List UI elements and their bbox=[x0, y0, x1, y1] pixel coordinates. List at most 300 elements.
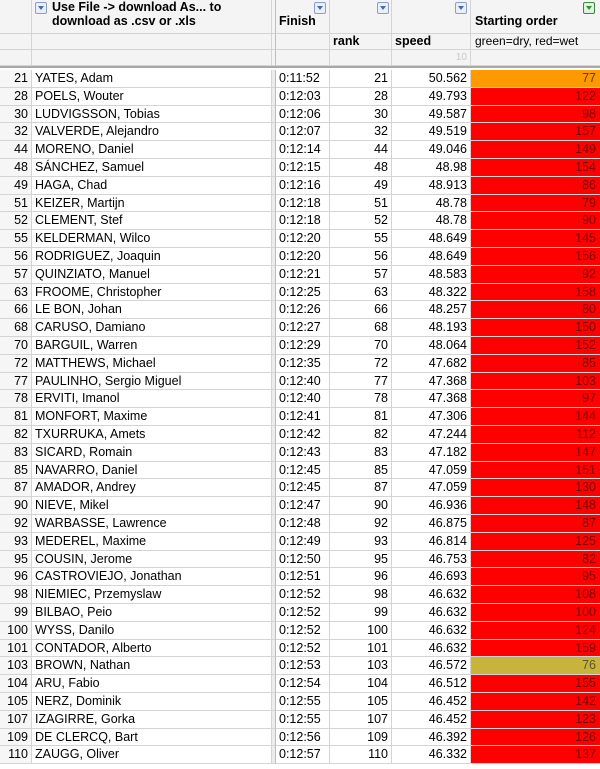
rider-name-cell[interactable] bbox=[32, 159, 272, 177]
row-number-cell[interactable] bbox=[0, 693, 32, 711]
starting-order-cell[interactable] bbox=[471, 568, 600, 586]
table-row[interactable] bbox=[0, 746, 600, 764]
speed-cell[interactable] bbox=[392, 746, 471, 764]
filter-dropdown-icon[interactable] bbox=[314, 2, 326, 14]
rank-column-header[interactable] bbox=[330, 0, 392, 34]
speed-cell[interactable] bbox=[392, 622, 471, 640]
speed-cell[interactable] bbox=[392, 355, 471, 373]
row-number-cell[interactable] bbox=[0, 533, 32, 551]
table-row[interactable] bbox=[0, 141, 600, 159]
speed-text: 46.875 bbox=[428, 516, 467, 530]
finish-time-cell[interactable] bbox=[276, 729, 330, 747]
speed-cell[interactable] bbox=[392, 568, 471, 586]
starting-order-cell[interactable] bbox=[471, 693, 600, 711]
finish-time-cell[interactable] bbox=[276, 390, 330, 408]
finish-time-cell[interactable] bbox=[276, 462, 330, 480]
header-cell[interactable] bbox=[32, 34, 272, 50]
rank-cell[interactable] bbox=[330, 444, 392, 462]
row-number-cell[interactable] bbox=[0, 462, 32, 480]
starting-order-cell[interactable] bbox=[471, 248, 600, 266]
starting-order-cell[interactable] bbox=[471, 159, 600, 177]
finish-time-cell[interactable] bbox=[276, 373, 330, 391]
rank-cell[interactable] bbox=[330, 551, 392, 569]
speed-cell[interactable] bbox=[392, 266, 471, 284]
speed-cell[interactable] bbox=[392, 729, 471, 747]
starting-order-cell[interactable] bbox=[471, 746, 600, 764]
starting-order-cell[interactable] bbox=[471, 123, 600, 141]
finish-time-cell[interactable] bbox=[276, 266, 330, 284]
rank-cell[interactable] bbox=[330, 212, 392, 230]
rank-cell[interactable] bbox=[330, 675, 392, 693]
finish-time-cell[interactable] bbox=[276, 408, 330, 426]
finish-time-cell[interactable] bbox=[276, 533, 330, 551]
speed-cell[interactable] bbox=[392, 444, 471, 462]
starting-order-cell[interactable] bbox=[471, 266, 600, 284]
row-number-cell[interactable] bbox=[0, 248, 32, 266]
speed-cell[interactable] bbox=[392, 640, 471, 658]
finish-time-cell[interactable] bbox=[276, 212, 330, 230]
row-number-cell[interactable] bbox=[0, 408, 32, 426]
speed-cell[interactable] bbox=[392, 301, 471, 319]
rider-name-cell[interactable] bbox=[32, 515, 272, 533]
filter-dropdown-icon[interactable] bbox=[377, 2, 389, 14]
finish-time-cell[interactable] bbox=[276, 70, 330, 88]
finish-time-cell[interactable] bbox=[276, 675, 330, 693]
table-row[interactable] bbox=[0, 373, 600, 391]
finish-time-cell[interactable] bbox=[276, 230, 330, 248]
rider-name-text: WARBASSE, Lawrence bbox=[35, 516, 167, 530]
rider-name-cell[interactable] bbox=[32, 746, 272, 764]
rider-name-cell[interactable] bbox=[32, 319, 272, 337]
finish-time-cell[interactable] bbox=[276, 693, 330, 711]
speed-cell[interactable] bbox=[392, 141, 471, 159]
starting-order-cell[interactable] bbox=[471, 70, 600, 88]
starting-order-cell[interactable] bbox=[471, 319, 600, 337]
starting-order-cell[interactable] bbox=[471, 426, 600, 444]
speed-cell[interactable] bbox=[392, 497, 471, 515]
speed-cell[interactable] bbox=[392, 462, 471, 480]
table-row[interactable] bbox=[0, 479, 600, 497]
rider-name-cell[interactable] bbox=[32, 657, 272, 675]
row-number-cell[interactable] bbox=[0, 640, 32, 658]
row-number-cell[interactable] bbox=[0, 301, 32, 319]
rank-cell[interactable] bbox=[330, 497, 392, 515]
rank-cell[interactable] bbox=[330, 70, 392, 88]
rider-name-cell[interactable] bbox=[32, 693, 272, 711]
rank-cell[interactable] bbox=[330, 248, 392, 266]
rank-cell[interactable] bbox=[330, 622, 392, 640]
rider-name-cell[interactable] bbox=[32, 551, 272, 569]
row-number-cell[interactable] bbox=[0, 515, 32, 533]
row-number-cell[interactable] bbox=[0, 284, 32, 302]
finish-time-cell[interactable] bbox=[276, 657, 330, 675]
rider-name-cell[interactable] bbox=[32, 141, 272, 159]
rider-name-cell[interactable] bbox=[32, 230, 272, 248]
finish-time-cell[interactable] bbox=[276, 319, 330, 337]
table-row[interactable] bbox=[0, 586, 600, 604]
table-row[interactable] bbox=[0, 657, 600, 675]
starting-order-cell[interactable] bbox=[471, 141, 600, 159]
speed-cell[interactable] bbox=[392, 426, 471, 444]
finish-time-cell[interactable] bbox=[276, 497, 330, 515]
rider-name-cell[interactable] bbox=[32, 106, 272, 124]
speed-cell[interactable] bbox=[392, 711, 471, 729]
row-number-cell[interactable] bbox=[0, 622, 32, 640]
speed-cell[interactable] bbox=[392, 123, 471, 141]
rank-cell[interactable] bbox=[330, 141, 392, 159]
rider-name-cell[interactable] bbox=[32, 70, 272, 88]
row-number-cell[interactable] bbox=[0, 319, 32, 337]
table-row[interactable] bbox=[0, 123, 600, 141]
row-number-cell[interactable] bbox=[0, 746, 32, 764]
table-row[interactable] bbox=[0, 604, 600, 622]
rider-name-cell[interactable] bbox=[32, 337, 272, 355]
rank-cell[interactable] bbox=[330, 337, 392, 355]
finish-time-cell[interactable] bbox=[276, 444, 330, 462]
row-number-cell[interactable] bbox=[0, 337, 32, 355]
finish-time-cell[interactable] bbox=[276, 284, 330, 302]
header-cell[interactable] bbox=[330, 50, 392, 66]
row-number-cell[interactable] bbox=[0, 123, 32, 141]
rider-name-cell[interactable] bbox=[32, 675, 272, 693]
speed-cell[interactable] bbox=[392, 693, 471, 711]
table-row[interactable] bbox=[0, 159, 600, 177]
speed-cell[interactable] bbox=[392, 212, 471, 230]
filter-active-icon[interactable] bbox=[583, 2, 595, 14]
rank-cell[interactable] bbox=[330, 515, 392, 533]
table-row[interactable] bbox=[0, 729, 600, 747]
table-row[interactable] bbox=[0, 70, 600, 88]
row-number-cell[interactable] bbox=[0, 479, 32, 497]
finish-time-cell[interactable] bbox=[276, 123, 330, 141]
table-row[interactable] bbox=[0, 266, 600, 284]
finish-column-header[interactable] bbox=[276, 0, 330, 34]
starting-order-cell[interactable] bbox=[471, 533, 600, 551]
frozen-rows-separator[interactable] bbox=[0, 66, 600, 68]
order-column-header[interactable] bbox=[471, 0, 600, 34]
rank-cell[interactable] bbox=[330, 301, 392, 319]
rider-name-cell[interactable] bbox=[32, 479, 272, 497]
row-number-cell[interactable] bbox=[0, 657, 32, 675]
rider-name-cell[interactable] bbox=[32, 533, 272, 551]
table-row[interactable] bbox=[0, 248, 600, 266]
rider-name-cell[interactable] bbox=[32, 248, 272, 266]
rider-name-text: LUDVIGSSON, Tobias bbox=[35, 106, 160, 121]
starting-order-cell[interactable] bbox=[471, 444, 600, 462]
starting-order-cell[interactable] bbox=[471, 479, 600, 497]
starting-order-cell[interactable] bbox=[471, 106, 600, 124]
starting-order-cell[interactable] bbox=[471, 657, 600, 675]
table-row[interactable] bbox=[0, 426, 600, 444]
rider-name-cell[interactable] bbox=[32, 444, 272, 462]
row-number-cell[interactable] bbox=[0, 141, 32, 159]
table-row[interactable] bbox=[0, 711, 600, 729]
rider-name-cell[interactable] bbox=[32, 195, 272, 213]
table-row[interactable] bbox=[0, 301, 600, 319]
rider-name-cell[interactable] bbox=[32, 88, 272, 106]
row-number-cell[interactable] bbox=[0, 568, 32, 586]
row-number-cell[interactable] bbox=[0, 177, 32, 195]
table-row[interactable] bbox=[0, 212, 600, 230]
finish-time-cell[interactable] bbox=[276, 604, 330, 622]
starting-order-cell[interactable] bbox=[471, 355, 600, 373]
rank-cell[interactable] bbox=[330, 640, 392, 658]
row-number-cell[interactable] bbox=[0, 711, 32, 729]
table-row[interactable] bbox=[0, 284, 600, 302]
starting-order-text: 100 bbox=[575, 605, 596, 619]
finish-time-cell[interactable] bbox=[276, 426, 330, 444]
table-row[interactable] bbox=[0, 408, 600, 426]
rider-name-cell[interactable] bbox=[32, 568, 272, 586]
table-row[interactable] bbox=[0, 515, 600, 533]
speed-cell[interactable] bbox=[392, 337, 471, 355]
starting-order-cell[interactable] bbox=[471, 195, 600, 213]
speed-cell[interactable] bbox=[392, 248, 471, 266]
speed-column-header[interactable] bbox=[392, 0, 471, 34]
rank-cell[interactable] bbox=[330, 88, 392, 106]
rider-name-cell[interactable] bbox=[32, 640, 272, 658]
speed-cell[interactable] bbox=[392, 515, 471, 533]
speed-label-cell[interactable] bbox=[392, 34, 471, 50]
rank-cell[interactable] bbox=[330, 195, 392, 213]
rank-cell[interactable] bbox=[330, 479, 392, 497]
name-column-header[interactable] bbox=[32, 0, 272, 34]
finish-time-cell[interactable] bbox=[276, 568, 330, 586]
finish-time-cell[interactable] bbox=[276, 586, 330, 604]
rank-cell[interactable] bbox=[330, 266, 392, 284]
rider-name-cell[interactable] bbox=[32, 462, 272, 480]
rider-name-cell[interactable] bbox=[32, 212, 272, 230]
finish-time-cell[interactable] bbox=[276, 640, 330, 658]
table-row[interactable] bbox=[0, 106, 600, 124]
starting-order-cell[interactable] bbox=[471, 373, 600, 391]
row-number-cell[interactable] bbox=[0, 390, 32, 408]
rank-cell[interactable] bbox=[330, 711, 392, 729]
starting-order-cell[interactable] bbox=[471, 729, 600, 747]
rider-name-cell[interactable] bbox=[32, 497, 272, 515]
starting-order-cell[interactable] bbox=[471, 88, 600, 106]
table-row[interactable] bbox=[0, 177, 600, 195]
rank-cell[interactable] bbox=[330, 586, 392, 604]
rank-cell[interactable] bbox=[330, 533, 392, 551]
row-number-cell[interactable] bbox=[0, 212, 32, 230]
speed-cell[interactable] bbox=[392, 106, 471, 124]
row-number-cell[interactable] bbox=[0, 729, 32, 747]
finish-time-cell[interactable] bbox=[276, 746, 330, 764]
rank-cell[interactable] bbox=[330, 604, 392, 622]
rider-name-cell[interactable] bbox=[32, 586, 272, 604]
rider-name-cell[interactable] bbox=[32, 284, 272, 302]
table-row[interactable] bbox=[0, 230, 600, 248]
rank-cell[interactable] bbox=[330, 159, 392, 177]
table-row[interactable] bbox=[0, 640, 600, 658]
rank-cell[interactable] bbox=[330, 462, 392, 480]
rider-name-cell[interactable] bbox=[32, 729, 272, 747]
finish-time-cell[interactable] bbox=[276, 711, 330, 729]
table-row[interactable] bbox=[0, 88, 600, 106]
speed-cell[interactable] bbox=[392, 604, 471, 622]
row-number-cell[interactable] bbox=[0, 586, 32, 604]
row-number-cell[interactable] bbox=[0, 266, 32, 284]
starting-order-cell[interactable] bbox=[471, 640, 600, 658]
speed-cell[interactable] bbox=[392, 177, 471, 195]
row-number-cell[interactable] bbox=[0, 444, 32, 462]
speed-cell[interactable] bbox=[392, 195, 471, 213]
finish-time-cell[interactable] bbox=[276, 515, 330, 533]
starting-order-cell[interactable] bbox=[471, 408, 600, 426]
rider-name-cell[interactable] bbox=[32, 426, 272, 444]
table-row[interactable] bbox=[0, 622, 600, 640]
rank-cell[interactable] bbox=[330, 284, 392, 302]
table-row[interactable] bbox=[0, 533, 600, 551]
rider-name-cell[interactable] bbox=[32, 266, 272, 284]
starting-order-cell[interactable] bbox=[471, 622, 600, 640]
rider-name-cell[interactable] bbox=[32, 711, 272, 729]
rank-cell[interactable] bbox=[330, 319, 392, 337]
rank-cell[interactable] bbox=[330, 408, 392, 426]
rider-name-cell[interactable] bbox=[32, 177, 272, 195]
rider-name-cell[interactable] bbox=[32, 123, 272, 141]
rank-cell[interactable] bbox=[330, 390, 392, 408]
speed-cell[interactable] bbox=[392, 230, 471, 248]
rider-name-cell[interactable] bbox=[32, 408, 272, 426]
starting-order-cell[interactable] bbox=[471, 497, 600, 515]
header-cell[interactable] bbox=[276, 50, 330, 66]
finish-time-cell[interactable] bbox=[276, 301, 330, 319]
rank-cell[interactable] bbox=[330, 568, 392, 586]
header-cell[interactable] bbox=[32, 50, 272, 66]
finish-time-cell[interactable] bbox=[276, 479, 330, 497]
table-row[interactable] bbox=[0, 337, 600, 355]
rank-cell[interactable] bbox=[330, 373, 392, 391]
starting-order-cell[interactable] bbox=[471, 711, 600, 729]
rank-cell[interactable] bbox=[330, 106, 392, 124]
speed-cell[interactable] bbox=[392, 586, 471, 604]
table-row[interactable] bbox=[0, 355, 600, 373]
finish-time-cell[interactable] bbox=[276, 177, 330, 195]
table-row[interactable] bbox=[0, 568, 600, 586]
finish-time-cell[interactable] bbox=[276, 337, 330, 355]
finish-time-cell[interactable] bbox=[276, 622, 330, 640]
starting-order-cell[interactable] bbox=[471, 675, 600, 693]
rank-cell[interactable] bbox=[330, 657, 392, 675]
starting-order-text: 147 bbox=[575, 444, 596, 459]
starting-order-cell[interactable] bbox=[471, 284, 600, 302]
speed-cell[interactable] bbox=[392, 657, 471, 675]
starting-order-cell[interactable] bbox=[471, 301, 600, 319]
filter-dropdown-icon[interactable] bbox=[35, 2, 47, 14]
speed-cell[interactable] bbox=[392, 675, 471, 693]
rank-label-cell[interactable] bbox=[330, 34, 392, 50]
row-number-cell[interactable] bbox=[0, 106, 32, 124]
table-row[interactable] bbox=[0, 390, 600, 408]
finish-time-cell[interactable] bbox=[276, 355, 330, 373]
starting-order-cell[interactable] bbox=[471, 212, 600, 230]
row-number-cell[interactable] bbox=[0, 551, 32, 569]
speed-cell[interactable] bbox=[392, 319, 471, 337]
table-row[interactable] bbox=[0, 551, 600, 569]
finish-time-cell[interactable] bbox=[276, 106, 330, 124]
table-row[interactable] bbox=[0, 693, 600, 711]
row-number-cell[interactable] bbox=[0, 604, 32, 622]
rider-name-cell[interactable] bbox=[32, 301, 272, 319]
starting-order-cell[interactable] bbox=[471, 604, 600, 622]
rider-name-cell[interactable] bbox=[32, 622, 272, 640]
rider-name-cell[interactable] bbox=[32, 355, 272, 373]
table-row[interactable] bbox=[0, 675, 600, 693]
speed-cell[interactable] bbox=[392, 390, 471, 408]
finish-time-text: 0:11:52 bbox=[279, 71, 320, 85]
table-row[interactable] bbox=[0, 462, 600, 480]
speed-cell[interactable] bbox=[392, 533, 471, 551]
finish-time-cell[interactable] bbox=[276, 141, 330, 159]
starting-order-cell[interactable] bbox=[471, 462, 600, 480]
starting-order-cell[interactable] bbox=[471, 337, 600, 355]
speed-cell[interactable] bbox=[392, 479, 471, 497]
finish-time-cell[interactable] bbox=[276, 88, 330, 106]
speed-cell[interactable] bbox=[392, 373, 471, 391]
speed-cell[interactable] bbox=[392, 159, 471, 177]
rank-cell[interactable] bbox=[330, 729, 392, 747]
row-number-cell[interactable] bbox=[0, 70, 32, 88]
rider-name-cell[interactable] bbox=[32, 373, 272, 391]
row-number-cell[interactable] bbox=[0, 355, 32, 373]
finish-time-cell[interactable] bbox=[276, 159, 330, 177]
row-number-cell[interactable] bbox=[0, 426, 32, 444]
table-row[interactable] bbox=[0, 497, 600, 515]
speed-cell[interactable] bbox=[392, 88, 471, 106]
rank-cell[interactable] bbox=[330, 426, 392, 444]
row-number-cell[interactable] bbox=[0, 497, 32, 515]
finish-time-cell[interactable] bbox=[276, 195, 330, 213]
rider-name-cell[interactable] bbox=[32, 604, 272, 622]
rank-cell[interactable] bbox=[330, 746, 392, 764]
speed-cell[interactable] bbox=[392, 408, 471, 426]
starting-order-cell[interactable] bbox=[471, 586, 600, 604]
rank-cell[interactable] bbox=[330, 230, 392, 248]
row-number-cell[interactable] bbox=[0, 230, 32, 248]
rank-cell[interactable] bbox=[330, 355, 392, 373]
filter-dropdown-icon[interactable] bbox=[455, 2, 467, 14]
row-number-cell[interactable] bbox=[0, 675, 32, 693]
speed-ghost-cell[interactable] bbox=[392, 50, 471, 66]
header-cell[interactable] bbox=[471, 50, 600, 66]
finish-time-cell[interactable] bbox=[276, 248, 330, 266]
rank-cell[interactable] bbox=[330, 177, 392, 195]
speed-cell[interactable] bbox=[392, 284, 471, 302]
row-number-cell[interactable] bbox=[0, 195, 32, 213]
row-number-cell[interactable] bbox=[0, 88, 32, 106]
table-row[interactable] bbox=[0, 319, 600, 337]
starting-order-cell[interactable] bbox=[471, 177, 600, 195]
starting-order-cell[interactable] bbox=[471, 230, 600, 248]
starting-order-cell[interactable] bbox=[471, 390, 600, 408]
order-note-cell[interactable] bbox=[471, 34, 600, 50]
speed-cell[interactable] bbox=[392, 551, 471, 569]
speed-cell[interactable] bbox=[392, 70, 471, 88]
rank-cell[interactable] bbox=[330, 693, 392, 711]
starting-order-cell[interactable] bbox=[471, 551, 600, 569]
table-row[interactable] bbox=[0, 195, 600, 213]
starting-order-cell[interactable] bbox=[471, 515, 600, 533]
row-number-cell[interactable] bbox=[0, 373, 32, 391]
row-number-cell[interactable] bbox=[0, 159, 32, 177]
finish-time-cell[interactable] bbox=[276, 551, 330, 569]
rank-cell[interactable] bbox=[330, 123, 392, 141]
table-row[interactable] bbox=[0, 444, 600, 462]
rider-name-cell[interactable] bbox=[32, 390, 272, 408]
header-cell[interactable] bbox=[276, 34, 330, 50]
